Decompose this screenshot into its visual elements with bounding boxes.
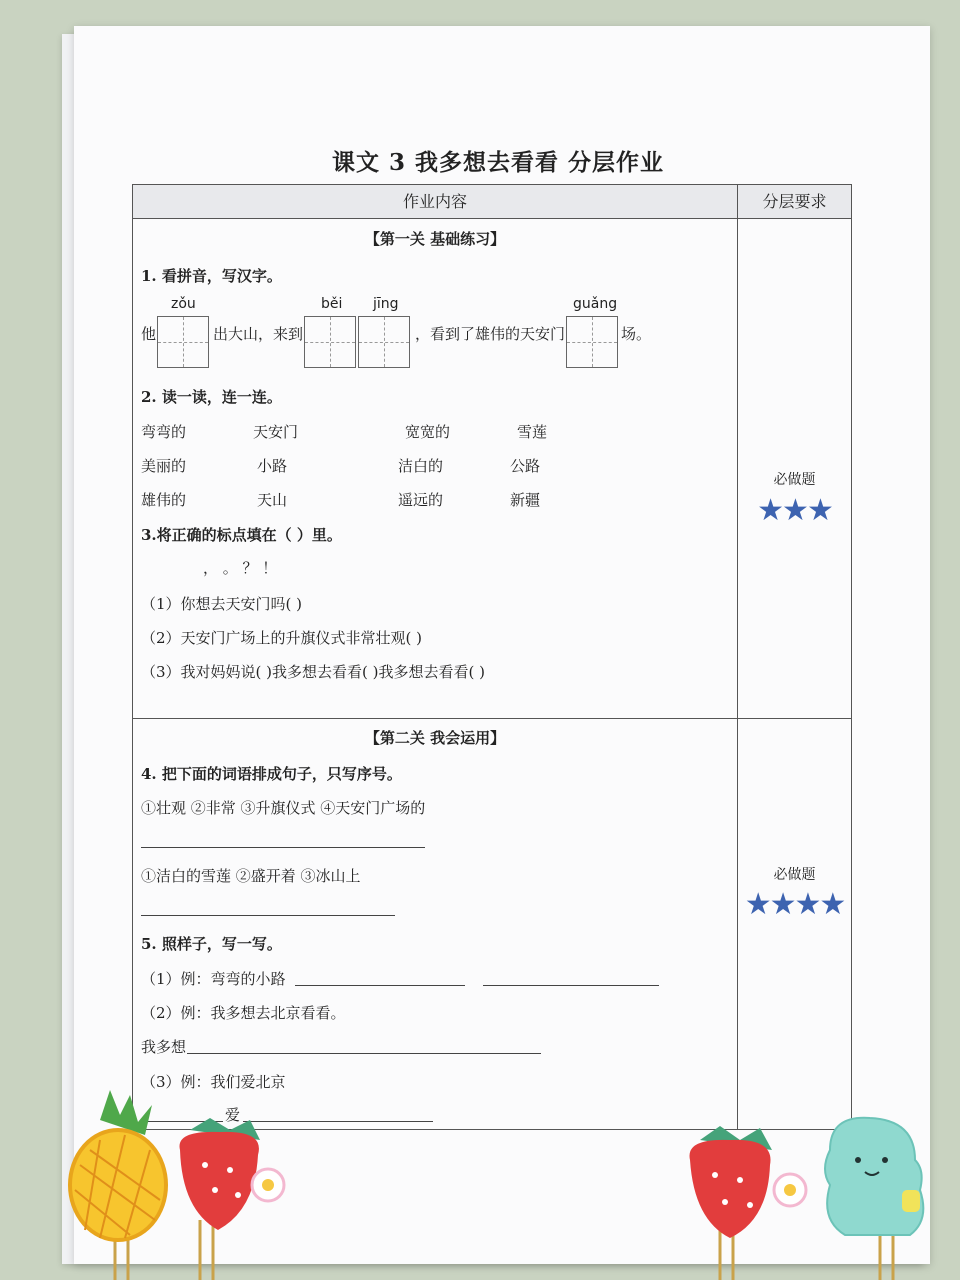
worksheet-title: 课文 3 我多想去看看 分层作业 bbox=[331, 149, 665, 176]
q2-label: 2. 读一读，连一连。 bbox=[141, 388, 282, 406]
q1-part3: ，看到了雄伟的天安门 bbox=[415, 325, 566, 343]
q5-example-3: （3）例：我们爱北京 bbox=[141, 1073, 286, 1091]
section1-requirement: 必做题 bbox=[773, 472, 816, 488]
q3-marks: ， 。 ？ ！ bbox=[203, 559, 278, 577]
q5-example-2: （2）例：我多想去北京看看。 bbox=[141, 1004, 346, 1022]
section1-stars-icon: ★★★ bbox=[757, 493, 832, 528]
q2-right-a-3: 遥远的 bbox=[398, 491, 444, 509]
q3-item-1: （1）你想去天安门吗( ) bbox=[141, 595, 303, 613]
q2-left-b-3: 天山 bbox=[257, 491, 288, 509]
q2-left-a-3: 雄伟的 bbox=[141, 491, 187, 509]
section2-requirement: 必做题 bbox=[773, 867, 816, 883]
answer-box-zou[interactable] bbox=[157, 316, 209, 368]
q5-answer-line-2[interactable] bbox=[187, 1053, 541, 1054]
pinyin-bei: běi bbox=[321, 296, 343, 312]
q2-left-b-1: 天安门 bbox=[253, 423, 299, 441]
answer-box-jing[interactable] bbox=[358, 316, 410, 368]
q2-left-a-2: 美丽的 bbox=[141, 457, 187, 475]
q2-right-b-1: 雪莲 bbox=[517, 423, 548, 441]
q5-answer-line-1a[interactable] bbox=[295, 985, 465, 986]
q4-answer-line-2[interactable] bbox=[141, 915, 395, 916]
q2-right-a-2: 洁白的 bbox=[398, 457, 444, 475]
q2-left-b-2: 小路 bbox=[257, 457, 288, 475]
q2-right-b-2: 公路 bbox=[510, 457, 541, 475]
homework-table bbox=[132, 184, 852, 1130]
q4-set1: ①壮观 ②非常 ③升旗仪式 ④天安门广场的 bbox=[141, 799, 426, 817]
q1-part1: 他 bbox=[141, 325, 157, 343]
header-divider bbox=[133, 218, 851, 219]
q2-left-a-1: 弯弯的 bbox=[141, 423, 187, 441]
q5-example-1: （1）例：弯弯的小路 bbox=[141, 970, 286, 988]
q3-item-3: （3）我对妈妈说( )我多想去看看( )我多想去看看( ) bbox=[141, 663, 485, 681]
answer-box-guang[interactable] bbox=[566, 316, 618, 368]
q1-part4: 场。 bbox=[621, 325, 652, 343]
section-divider bbox=[133, 718, 851, 719]
pinyin-zou: zǒu bbox=[171, 296, 196, 312]
q5-label: 5. 照样子，写一写。 bbox=[141, 935, 282, 953]
section2-stars-icon: ★★★★ bbox=[744, 887, 845, 922]
q2-right-a-1: 宽宽的 bbox=[405, 423, 451, 441]
answer-box-bei[interactable] bbox=[304, 316, 356, 368]
column-divider bbox=[737, 185, 738, 1129]
q1-label: 1. 看拼音，写汉字。 bbox=[141, 267, 282, 285]
q4-set2: ①洁白的雪莲 ②盛开着 ③冰山上 bbox=[141, 867, 361, 885]
header-content: 作业内容 bbox=[133, 185, 737, 218]
header-level: 分层要求 bbox=[738, 185, 851, 218]
q1-part2: 出大山，来到 bbox=[213, 325, 304, 343]
q3-label: 3.将正确的标点填在（ ）里。 bbox=[141, 526, 342, 544]
section1-heading: 【第一关 基础练习】 bbox=[364, 230, 506, 248]
q2-right-b-3: 新疆 bbox=[510, 491, 541, 509]
q3-item-2: （2）天安门广场上的升旗仪式非常壮观( ) bbox=[141, 629, 423, 647]
q4-answer-line-1[interactable] bbox=[141, 847, 425, 848]
section2-heading: 【第二关 我会运用】 bbox=[364, 729, 506, 747]
pinyin-guang: guǎng bbox=[573, 296, 618, 312]
pinyin-jing: jīng bbox=[373, 296, 399, 312]
fruit-clips-left-icon bbox=[60, 1090, 300, 1280]
q5-ex3-mid: 爱 bbox=[225, 1106, 241, 1124]
q5-ex2-prefix: 我多想 bbox=[141, 1038, 187, 1056]
q5-answer-line-1b[interactable] bbox=[483, 985, 659, 986]
q4-label: 4. 把下面的词语排成句子，只写序号。 bbox=[141, 765, 402, 783]
fruit-dino-clips-right-icon bbox=[680, 1110, 960, 1280]
